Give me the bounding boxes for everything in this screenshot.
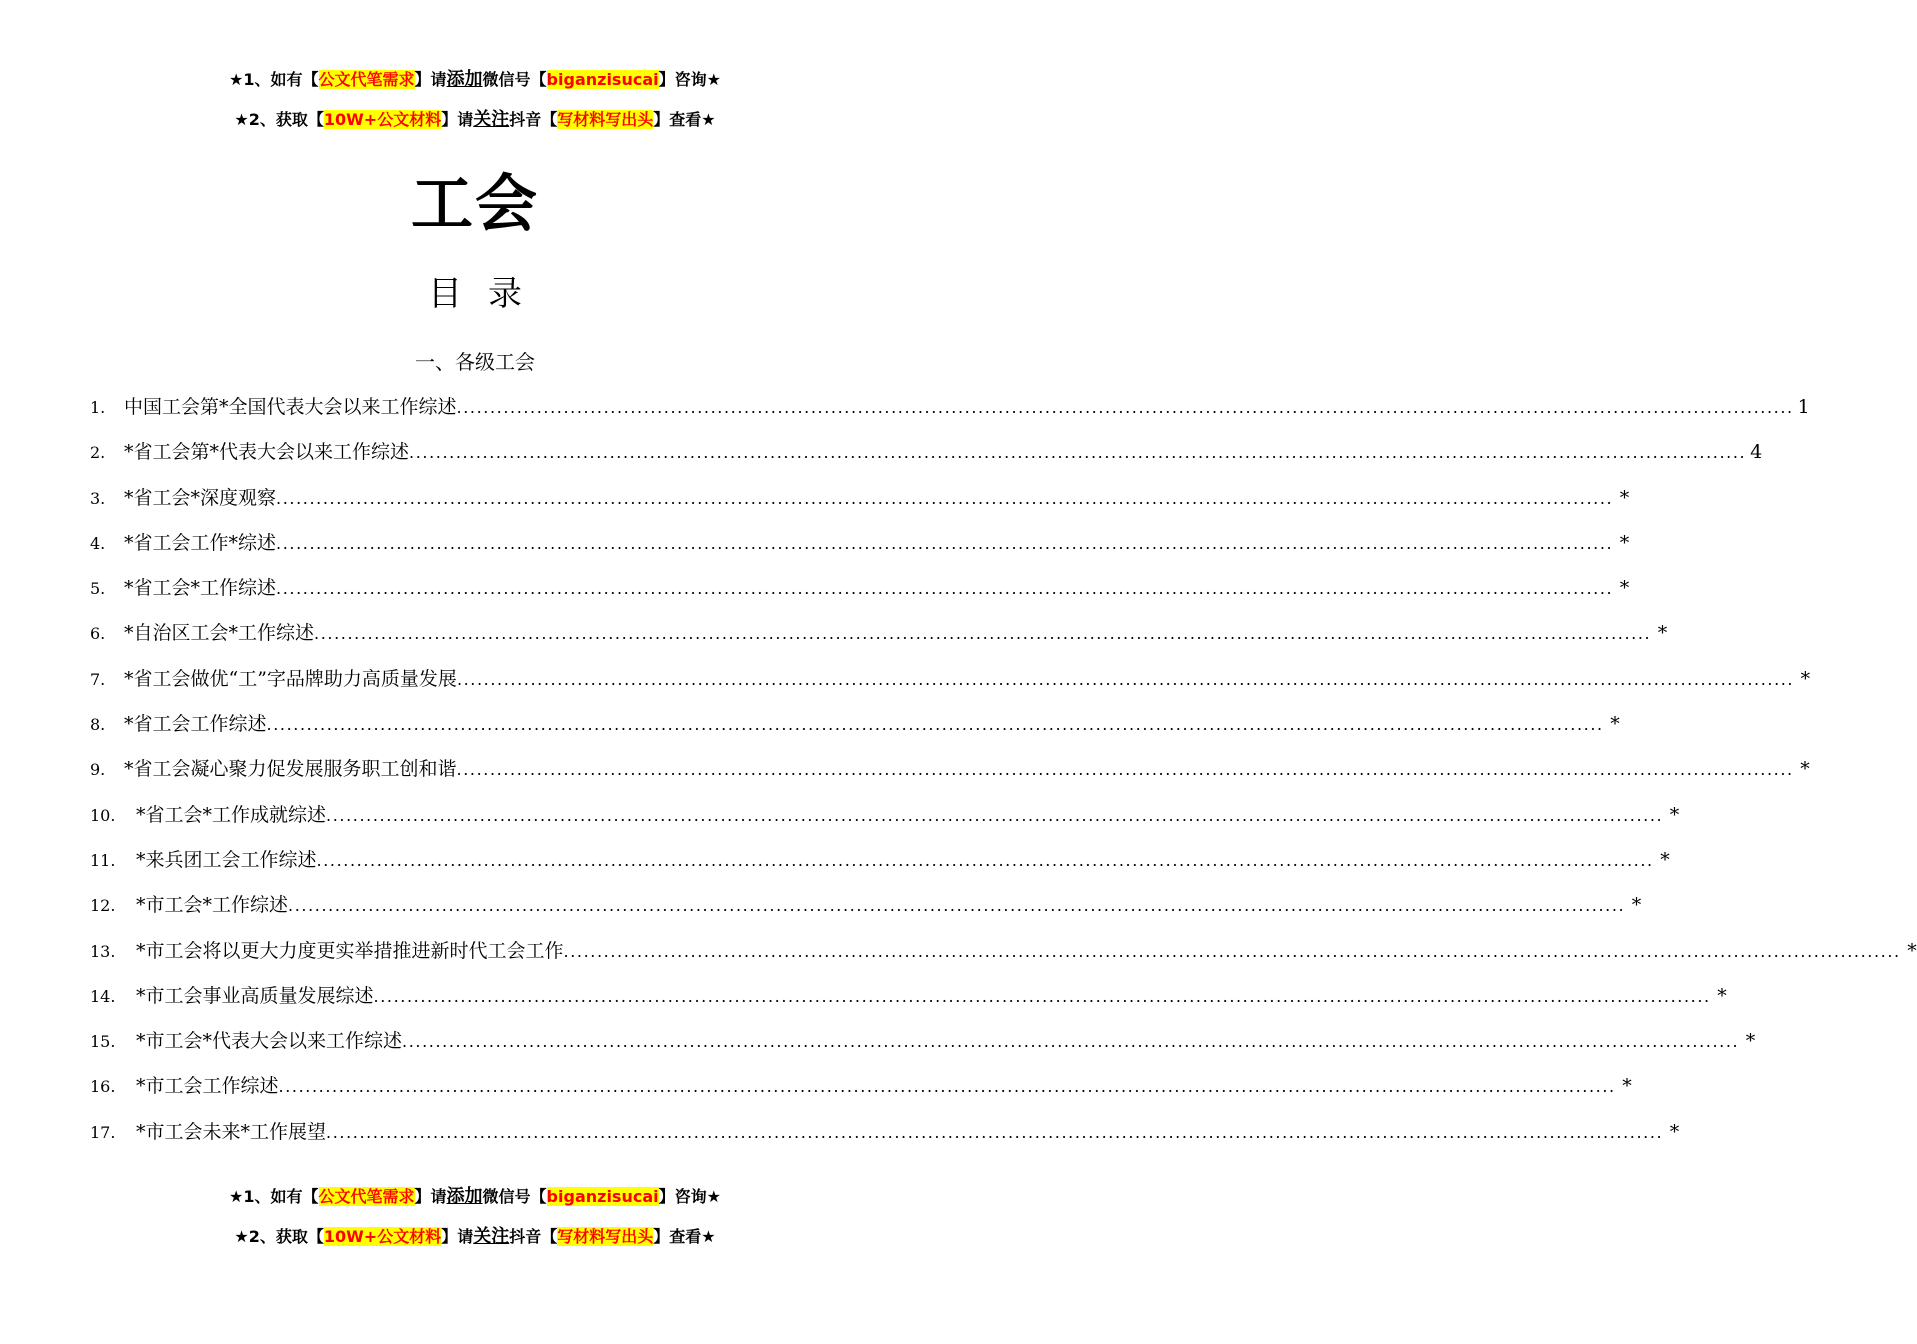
toc-entry[interactable] — [90, 664, 1811, 709]
toc-entry-number: 16. — [90, 1077, 116, 1097]
toc-entry-number: 7. — [90, 669, 106, 689]
toc-leader-dots: ........................................................................................................................................................................................................ — [373, 986, 1711, 1006]
toc-entry-page: * — [1669, 803, 1680, 826]
toc-entry-number: 11. — [90, 850, 116, 870]
toc-entry[interactable] — [90, 936, 1917, 981]
toc-heading: 目录 — [428, 274, 548, 314]
toc-entry[interactable] — [90, 890, 1642, 935]
toc-entry-title: 中国工会第*全国代表大会以来工作综述 — [124, 396, 457, 418]
banner-line-1: ★1、如有【公文代笔需求】请添加微信号【biganzisucai】咨询★ — [229, 1186, 721, 1207]
toc-entry-page: * — [1800, 667, 1811, 690]
toc-entry-page: * — [1657, 622, 1668, 645]
toc-entry-page: * — [1619, 486, 1630, 509]
toc-leader-dots: ........................................................................................................................................................................................................ — [326, 1122, 1664, 1142]
toc-leader-dots: ........................................................................................................................................................................................................ — [288, 896, 1626, 916]
star-icon: ★ — [229, 1187, 244, 1206]
header-banner — [0, 70, 950, 130]
toc-leader-dots: ........................................................................................................................................................................................................ — [563, 941, 1901, 961]
toc-leader-dots: ........................................................................................................................................................................................................ — [276, 488, 1614, 508]
star-icon: ★ — [701, 1227, 716, 1246]
toc-entry-page: * — [1717, 984, 1727, 1007]
toc-entry-page: * — [1622, 1075, 1632, 1098]
highlight-wechat-id: biganzisucai — [546, 1187, 659, 1206]
highlight-douyin-name: 写材料写出头 — [557, 110, 654, 129]
star-icon: ★ — [234, 1227, 249, 1246]
toc-leader-dots: ........................................................................................................................................................................................................ — [266, 715, 1604, 735]
toc-leader-dots: ........................................................................................................................................................................................................ — [316, 850, 1654, 870]
toc-leader-dots: ........................................................................................................................................................................................................ — [314, 624, 1652, 644]
toc-entry[interactable] — [90, 437, 1763, 482]
toc-entry[interactable] — [90, 981, 1727, 1026]
toc-leader-dots: ........................................................................................................................................................................................................ — [456, 669, 1795, 689]
toc-entry[interactable] — [90, 754, 1810, 799]
toc-entry-title: *来兵团工会工作综述 — [136, 848, 317, 871]
toc-entry-page: * — [1669, 1120, 1680, 1143]
footer-banner — [0, 1187, 950, 1247]
document-title: 工会 — [410, 167, 539, 240]
toc-entry[interactable] — [90, 709, 1620, 754]
toc-entry-title: *自治区工会*工作综述 — [124, 622, 315, 645]
toc-entry-title: *省工会*深度观察 — [124, 486, 277, 509]
highlight-materials: 10W+公文材料 — [323, 1227, 442, 1246]
toc-entry-title: *省工会工作综述 — [124, 713, 267, 736]
toc-entry-page: * — [1745, 1030, 1756, 1053]
toc-leader-dots: ........................................................................................................................................................................................................ — [402, 1032, 1740, 1052]
highlight-service: 公文代笔需求 — [318, 70, 415, 89]
toc-entry-number: 1. — [90, 398, 106, 417]
toc-entry-title: *省工会*工作成就综述 — [136, 803, 327, 826]
toc-entry-title: *市工会将以更大力度更实举措推进新时代工会工作 — [136, 939, 564, 962]
highlight-wechat-id: biganzisucai — [546, 70, 659, 89]
toc-entry[interactable] — [90, 800, 1680, 845]
toc-entry-title: *省工会凝心聚力促发展服务职工创和谐 — [124, 758, 457, 781]
toc-entry-number: 12. — [90, 896, 116, 916]
toc-entry-number: 17. — [90, 1122, 116, 1142]
toc-entry-title: *市工会事业高质量发展综述 — [136, 984, 374, 1007]
toc-entry-title: *市工会*工作综述 — [136, 894, 289, 917]
toc-entry-number: 8. — [90, 715, 106, 735]
toc-entry-title: *市工会工作综述 — [136, 1075, 279, 1098]
banner-line-1: ★1、如有【公文代笔需求】请添加微信号【biganzisucai】咨询★ — [229, 69, 721, 90]
toc-entry-title: *市工会*代表大会以来工作综述 — [136, 1030, 403, 1053]
banner-line-2: ★2、获取【10W+公文材料】请关注抖音【写材料写出头】查看★ — [234, 109, 716, 130]
toc-entry[interactable] — [90, 845, 1670, 890]
toc-entry-page: * — [1800, 758, 1810, 781]
toc-entry-page: 1 — [1797, 396, 1810, 418]
toc-entry-title: *省工会第*代表大会以来工作综述 — [124, 441, 410, 464]
toc-entry[interactable] — [90, 392, 1810, 437]
toc-entry[interactable] — [90, 483, 1630, 528]
star-icon: ★ — [229, 70, 244, 89]
toc-entry[interactable] — [90, 618, 1668, 663]
toc-entry-number: 5. — [90, 579, 106, 599]
toc-entry-title: *市工会未来*工作展望 — [136, 1120, 327, 1143]
toc-entry[interactable] — [90, 528, 1630, 573]
star-icon: ★ — [701, 110, 716, 129]
toc-entry-page: * — [1631, 894, 1642, 917]
toc-entry-number: 2. — [90, 443, 106, 463]
toc-entry-number: 14. — [90, 986, 116, 1006]
toc-entry-title: *省工会工作*综述 — [124, 531, 277, 554]
toc-leader-dots: ........................................................................................................................................................................................................ — [456, 760, 1794, 780]
toc-leader-dots: ........................................................................................................................................................................................................ — [409, 443, 1747, 463]
toc-leader-dots: ........................................................................................................................................................................................................ — [278, 1077, 1616, 1097]
highlight-materials: 10W+公文材料 — [323, 110, 442, 129]
toc-entry[interactable] — [90, 573, 1630, 618]
table-of-contents — [90, 392, 1917, 1162]
toc-entry-number: 3. — [90, 488, 106, 508]
section-heading: 一、各级工会 — [415, 350, 535, 374]
toc-leader-dots: ........................................................................................................................................................................................................ — [326, 805, 1664, 825]
toc-entry-page: 4 — [1750, 441, 1763, 464]
toc-leader-dots: ........................................................................................................................................................................................................ — [276, 579, 1614, 599]
toc-entry-title: *省工会*工作综述 — [124, 577, 277, 600]
highlight-service: 公文代笔需求 — [318, 1187, 415, 1206]
toc-entry-page: * — [1660, 848, 1670, 871]
toc-entry-number: 6. — [90, 624, 106, 644]
toc-entry-number: 13. — [90, 941, 116, 961]
toc-leader-dots: ........................................................................................................................................................................................................ — [276, 533, 1614, 553]
toc-entry-title: *省工会做优“工”字品牌助力高质量发展 — [124, 667, 457, 690]
toc-entry[interactable] — [90, 1071, 1632, 1116]
toc-entry[interactable] — [90, 1026, 1756, 1071]
toc-entry-page: * — [1610, 713, 1620, 736]
toc-entry-page: * — [1619, 531, 1630, 554]
toc-leader-dots: ........................................................................................................................................................................................................ — [456, 398, 1794, 417]
star-icon: ★ — [706, 1187, 721, 1206]
toc-entry-number: 9. — [90, 760, 106, 780]
highlight-douyin-name: 写材料写出头 — [557, 1227, 654, 1246]
toc-entry-number: 4. — [90, 533, 106, 553]
toc-entry-page: * — [1619, 577, 1630, 600]
star-icon: ★ — [234, 110, 249, 129]
toc-entry-number: 15. — [90, 1032, 116, 1052]
toc-entry-page: * — [1907, 939, 1917, 962]
banner-line-2: ★2、获取【10W+公文材料】请关注抖音【写材料写出头】查看★ — [234, 1226, 716, 1247]
star-icon: ★ — [706, 70, 721, 89]
toc-entry[interactable] — [90, 1117, 1680, 1162]
toc-entry-number: 10. — [90, 805, 116, 825]
